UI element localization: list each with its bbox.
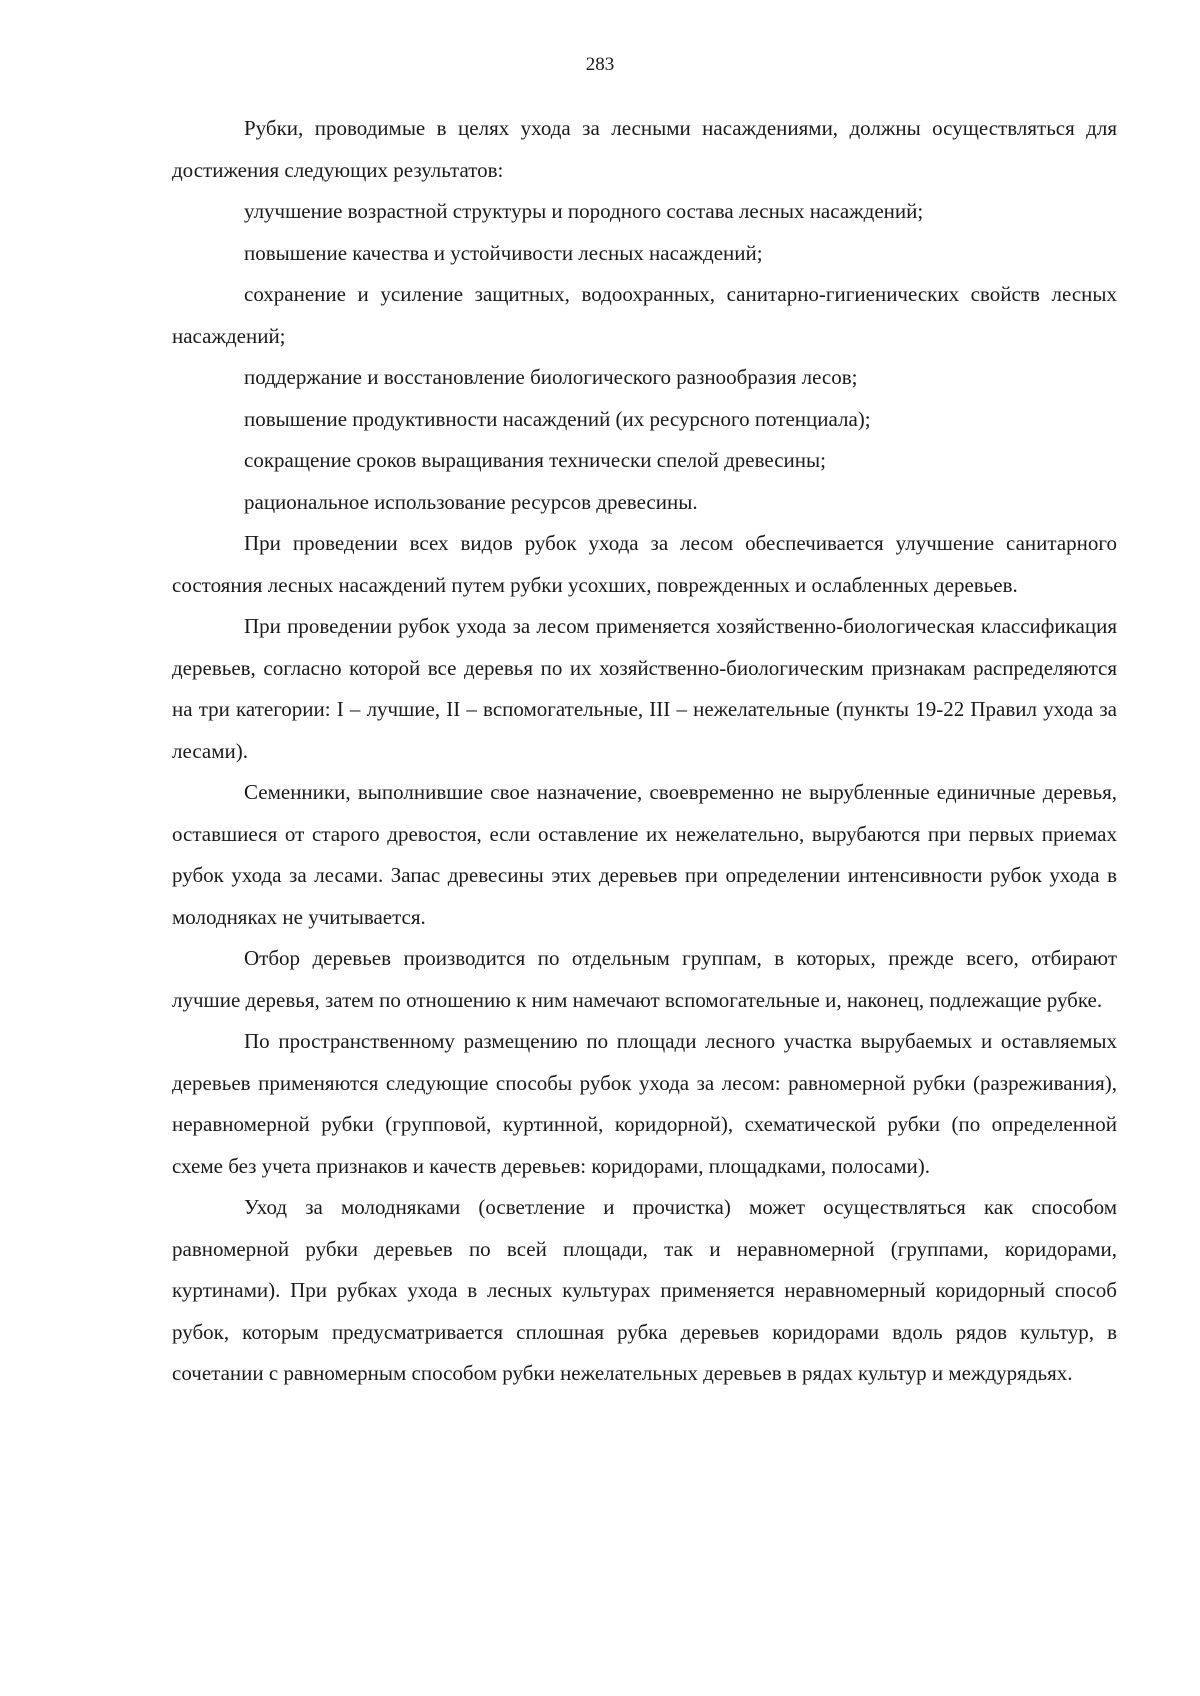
list-item-quality-stability: повышение качества и устойчивости лесных насаждений; bbox=[244, 240, 763, 265]
list-item-productivity: повышение продуктивности насаждений (их ресурсного потенциала); bbox=[244, 406, 871, 431]
paragraph-intro: Рубки, проводимые в целях ухода за лесными насаждениями, должны осуществляться для достижения следующих результатов: bbox=[172, 116, 1117, 182]
page-number: 283 bbox=[585, 54, 615, 75]
list-item-biodiversity: поддержание и восстановление биологического разнообразия лесов; bbox=[244, 365, 858, 389]
list-item-protective-properties: сохранение и усиление защитных, водоохранных, санитарно-гигиенических свойств лесных насаждений; bbox=[172, 282, 1117, 348]
paragraph-seed-trees: Семенники, выполнившие свое назначение, своевременно не вырубленные единичные деревья, оставшиеся от старого древостоя, если оставление их нежелательно, вырубаются при первых приемах рубок ухода за лесами. Запас древесины этих деревьев при определении интенсивности рубок ухода в молодняках не учитывается. bbox=[172, 780, 1117, 929]
list-item-growing-time: сокращение сроков выращивания технически спелой древесины; bbox=[244, 448, 826, 472]
paragraph-classification: При проведении рубок ухода за лесом применяется хозяйственно-биологическая классификация деревьев, согласно которой все деревья по их хозяйственно-биологическим признакам распределяются на три категории: I – лучшие, II – вспомогательные, III – нежелательные (пункты 19-22 Правил ухода за лесами). bbox=[172, 614, 1117, 763]
paragraph-tree-selection: Отбор деревьев производится по отдельным группам, в которых, прежде всего, отбирают лучшие деревья, затем по отношению к ним намечают вспомогательные и, наконец, подлежащие рубке. bbox=[172, 946, 1117, 1012]
list-item-age-structure: улучшение возрастной структуры и породного состава лесных насаждений; bbox=[244, 199, 924, 223]
paragraph-sanitary-state: При проведении всех видов рубок ухода за лесом обеспечивается улучшение санитарного состояния лесных насаждений путем рубки усохших, поврежденных и ослабленных деревьев. bbox=[172, 531, 1117, 597]
body-text bbox=[172, 108, 1117, 1395]
paragraph-spatial-methods: По пространственному размещению по площади лесного участка вырубаемых и оставляемых деревьев применяются следующие способы рубок ухода за лесом: равномерной рубки (разреживания), неравномерной рубки (групповой, куртинной, коридорной), схематической рубки (по определенной схеме без учета признаков и качеств деревьев: коридорами, площадками, полосами). bbox=[172, 1029, 1117, 1178]
paragraph-young-stands: Уход за молодняками (осветление и прочистка) может осуществляться как способом равномерной рубки деревьев по всей площади, так и неравномерной (группами, коридорами, куртинами). При рубках ухода в лесных культурах применяется неравномерный коридорный способ рубок, которым предусматривается сплошная рубка деревьев коридорами вдоль рядов культур, в сочетании с равномерным способом рубки нежелательных деревьев в рядах культур и междурядьях. bbox=[172, 1195, 1117, 1385]
list-item-rational-use: рациональное использование ресурсов древесины. bbox=[244, 489, 698, 514]
